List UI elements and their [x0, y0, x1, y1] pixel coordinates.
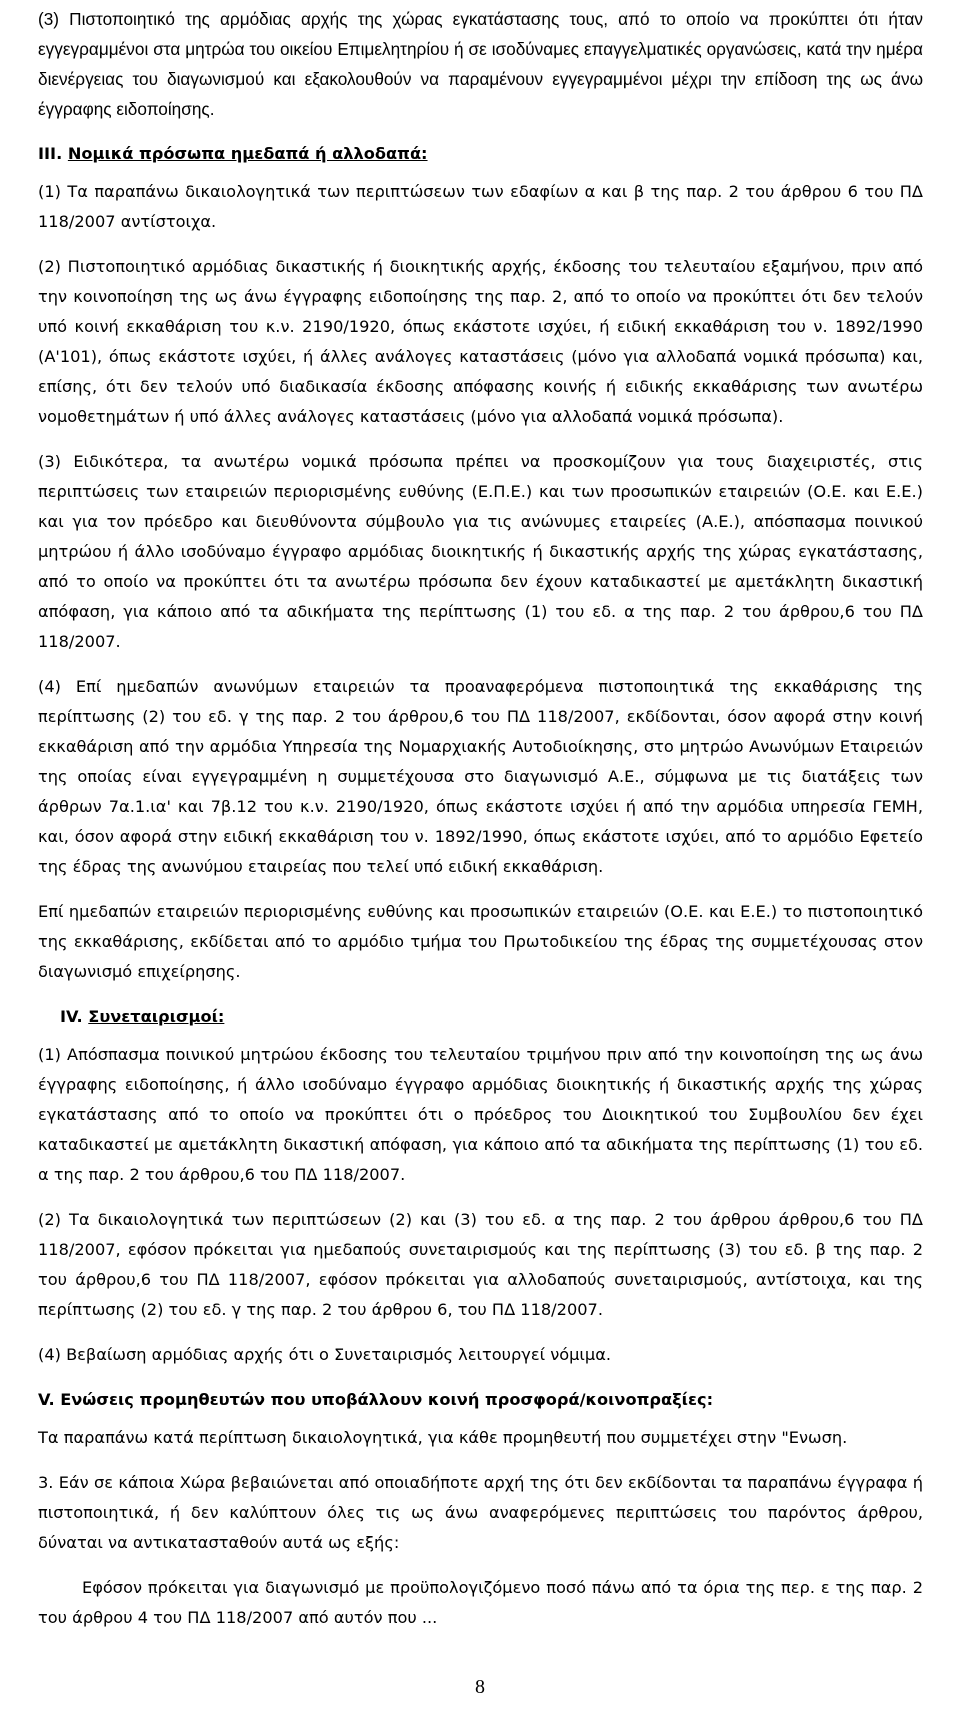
section-heading-consortia: V. Ενώσεις προμηθευτών που υποβάλλουν κοινή προσφορά/κοινοπραξίες: — [38, 1390, 714, 1409]
paragraph-registration-certificate: (3) Πιστοποιητικό της αρμόδιας αρχής της χώρας εγκατάστασης τους, από το οποίο να προκύπτει ότι ήταν εγγεγραμμένοι στα μητρώα του οικείου Επιμελητηρίου ή σε ισοδύναμες επαγγελματικές οργανώσεις, κατά την ημέρα διενέργειας του διαγωνισμού και εξακολουθούν να παραμένουν εγγεγραμμένοι μέχρι την επίδοση της ως άνω έγγραφης ειδοποίησης. — [38, 9, 923, 119]
section-number: III. — [38, 144, 63, 163]
section-number: IV. — [60, 1007, 83, 1026]
paragraph-legal-2: (2) Πιστοποιητικό αρμόδιας δικαστικής ή διοικητικής αρχής, έκδοσης του τελευταίου εξαμήνου, πριν από την κοινοποίηση της ως άνω έγγραφης ειδοποίησης της παρ. 2, από το οποίο να προκύπτει ότι δεν τελούν υπό κοινή εκκαθάριση του κ.ν. 2190/1920, όπως εκάστοτε ισχύει, ή ειδική εκκαθάριση του ν. 1892/1990 (Α'101), όπως εκάστοτε ισχύει, ή άλλες ανάλογες καταστάσεις (μόνο για αλλοδαπά νομικά πρόσωπα) και, επίσης, ότι δεν τελούν υπό διαδικασία έκδοσης απόφασης κοινής ή ειδικής εκκαθάρισης των ανωτέρω νομοθετημάτων ή υπό άλλες ανάλογες καταστάσεις (μόνο για αλλοδαπά νομικά πρόσωπα). — [38, 257, 923, 426]
page-number: 8 — [475, 1676, 485, 1698]
paragraph-coop-4: (4) Βεβαίωση αρμόδιας αρχής ότι ο Συνεταιρισμός λειτουργεί νόμιμα. — [38, 1345, 612, 1364]
section-heading-cooperatives — [38, 1002, 923, 1032]
paragraph-thresholds: Εφόσον πρόκειται για διαγωνισμό με προϋπολογιζόμενο ποσό πάνω από τα όρια της περ. ε της παρ. 2 του άρθρου 4 του ΠΔ 118/2007 από αυτόν που ... — [38, 1578, 923, 1627]
paragraph-legal-5: Επί ημεδαπών εταιρειών περιορισμένης ευθύνης και προσωπικών εταιρειών (Ο.Ε. και Ε.Ε.) το πιστοποιητικό της εκκαθάρισης, εκδίδεται από το αρμόδιο τμήμα του Πρωτοδικείου της έδρας της συμμετέχουσας στον διαγωνισμό επιχείρησης. — [38, 902, 923, 981]
paragraph-legal-3: (3) Ειδικότερα, τα ανωτέρω νομικά πρόσωπα πρέπει να προσκομίζουν για τους διαχειριστές, στις περιπτώσεις των εταιρειών περιορισμένης ευθύνης (Ε.Π.Ε.) και των προσωπικών εταιρειών (Ο.Ε. και Ε.Ε.) και για τον πρόεδρο και διευθύνοντα σύμβουλο για τις ανώνυμες εταιρείες (Α.Ε.), απόσπασμα ποινικού μητρώου ή άλλο ισοδύναμο έγγραφο αρμόδιας διοικητικής ή δικαστικής αρχής της χώρας εγκατάστασης, από το οποίο να προκύπτει ότι τα ανωτέρω πρόσωπα δεν έχουν καταδικαστεί με αμετάκλητη δικαστική απόφαση, για κάποιο από τα αδικήματα της περίπτωσης (1) του εδ. α της παρ. 2 του άρθρου,6 του ΠΔ 118/2007. — [38, 452, 923, 651]
paragraph-legal-4: (4) Επί ημεδαπών ανωνύμων εταιρειών τα προαναφερόμενα πιστοποιητικά της εκκαθάρισης της περίπτωσης (2) του εδ. γ της παρ. 2 του άρθρου,6 του ΠΔ 118/2007, εκδίδονται, όσον αφορά στην κοινή εκκαθάριση από την αρμόδια Υπηρεσία της Νομαρχιακής Αυτοδιοίκησης, στο μητρώο Ανωνύμων Εταιρειών της οποίας είναι εγγεγραμμένη η συμμετέχουσα στο διαγωνισμό Α.Ε., σύμφωνα με τις διατάξεις των άρθρων 7α.1.ια' και 7β.12 του κ.ν. 2190/1920, όπως εκάστοτε ισχύει ή από την αρμόδια υπηρεσία ΓΕΜΗ, και, όσον αφορά στην ειδική εκκαθάριση του ν. 1892/1990, όπως εκάστοτε ισχύει, από το αρμόδιο Εφετείο της έδρας της ανωνύμου εταιρείας που τελεί υπό ειδική εκκαθάριση. — [38, 677, 923, 876]
paragraph-coop-2: (2) Τα δικαιολογητικά των περιπτώσεων (2) και (3) του εδ. α της παρ. 2 του άρθρου άρθρου,6 του ΠΔ 118/2007, εφόσον πρόκειται για ημεδαπούς συνεταιρισμούς και της περίπτωσης (3) του εδ. β της παρ. 2 του άρθρου,6 του ΠΔ 118/2007, εφόσον πρόκειται για αλλοδαπούς συνεταιρισμούς, αντίστοιχα, και της περίπτωσης (2) του εδ. γ της παρ. 2 του άρθρου 6, του ΠΔ 118/2007. — [38, 1210, 923, 1319]
paragraph-consortia: Τα παραπάνω κατά περίπτωση δικαιολογητικά, για κάθε προμηθευτή που συμμετέχει στην "Ενωση. — [38, 1428, 848, 1447]
paragraph-point-3: 3. Εάν σε κάποια Χώρα βεβαιώνεται από οποιαδήποτε αρχή της ότι δεν εκδίδονται τα παραπάνω έγγραφα ή πιστοποιητικά, ή δεν καλύπτουν όλες τις ως άνω αναφερόμενες περιπτώσεις του παρόντος άρθρου, δύναται να αντικατασταθούν αυτά ως εξής: — [38, 1473, 923, 1552]
section-heading-legal-entities — [38, 139, 923, 169]
section-title: Συνεταιρισμοί: — [88, 1007, 225, 1026]
paragraph-legal-1: (1) Τα παραπάνω δικαιολογητικά των περιπτώσεων των εδαφίων α και β της παρ. 2 του άρθρου 6 του ΠΔ 118/2007 αντίστοιχα. — [38, 182, 923, 231]
paragraph-coop-1: (1) Απόσπασμα ποινικού μητρώου έκδοσης του τελευταίου τριμήνου πριν από την κοινοποίηση της ως άνω έγγραφης ειδοποίησης, ή άλλο ισοδύναμο έγγραφο αρμόδιας διοικητικής ή δικαστικής αρχής της χώρας εγκατάστασης από το οποίο να προκύπτει ότι ο πρόεδρος του Διοικητικού του Συμβουλίου δεν έχει καταδικαστεί με αμετάκλητη δικαστική απόφαση, για κάποιο από τα αδικήματα της περίπτωσης (1) του εδ. α της παρ. 2 του άρθρου,6 του ΠΔ 118/2007. — [38, 1045, 923, 1184]
section-title: Νομικά πρόσωπα ημεδαπά ή αλλοδαπά: — [67, 144, 428, 163]
